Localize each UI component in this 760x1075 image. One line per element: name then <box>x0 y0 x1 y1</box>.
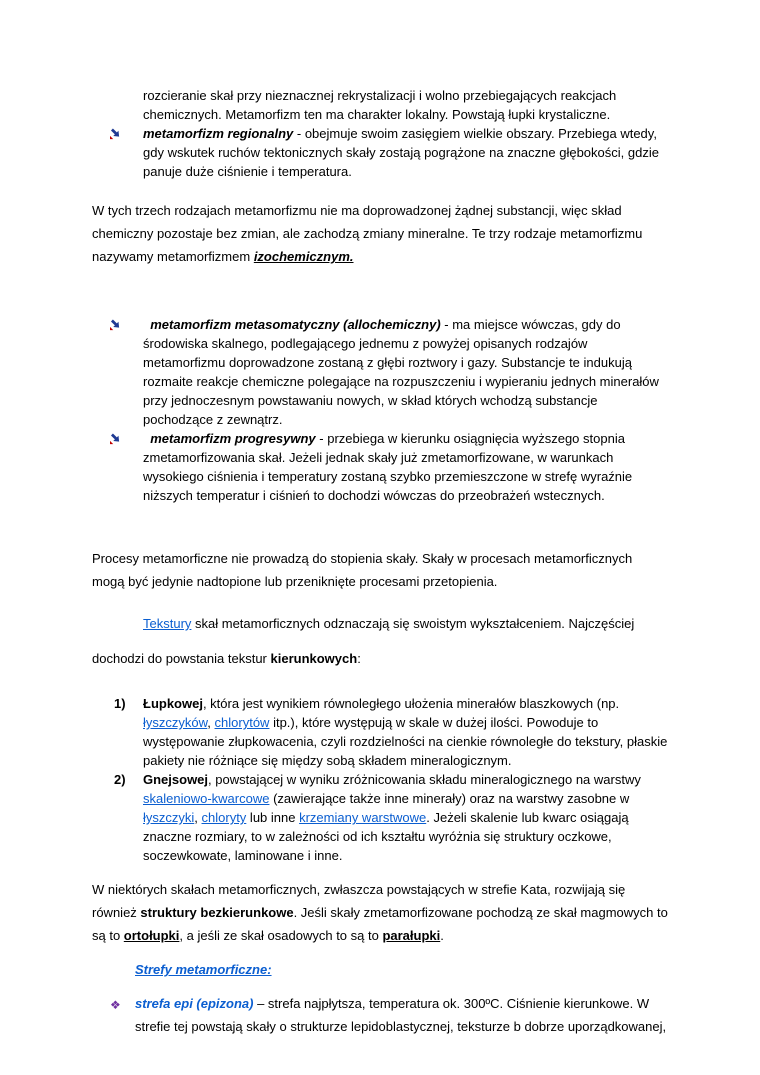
text-run: , <box>194 810 202 825</box>
bullet-metamorfizm-metasomatyczny <box>92 315 668 429</box>
text-run: – strefa najpłytsza, temperatura ok. 300ºC. Ciśnienie kierunkowe. W strefie tej powstają skały o strukturze lepidoblastycznej, teksturze b dobrze uporządkowanej, <box>135 996 667 1034</box>
text-run: (zawierające także inne minerały) oraz na warstwy zasobne w <box>269 791 630 806</box>
text-run: Gnejsowej <box>143 772 209 787</box>
text-run: . Jeśli skały zmetamorfizowane pochodzą ze skał magmowych to są to <box>92 905 668 943</box>
hyperlink[interactable]: krzemiany warstwowe <box>299 810 427 825</box>
paragraph-struktury-bezkierunkowe <box>92 878 668 947</box>
bullet-strefa-epi <box>92 992 668 1038</box>
heading-strefy-metamorficzne <box>92 960 668 979</box>
bullet-metamorfizm-progresywny <box>92 429 668 505</box>
text-run: Łupkowej <box>143 696 203 711</box>
text-run: - ma miejsce wówczas, gdy do środowiska skalnego, podlegającego jednemu z powyżej opisanych rodzajów metamorfizmu doprowadzone zostaną z głębi roztwory i gazy. Substancje te indukują rozmaite reakcje chemiczne polegające na rozpuszczeniu i wypieraniu jednych minerałów przy jednoczesnym powstawaniu nowych, w skład których wchodzą substancje pochodzące z zewnątrz. <box>143 317 659 427</box>
text-run: skał metamorficznych odznaczają się swoistym wykształceniem. Najczęściej dochodzi do powstania tekstur <box>92 616 635 666</box>
paragraph-procesy <box>92 547 668 593</box>
text-run: - obejmuje swoim zasięgiem wielkie obszary. Przebiega wtedy, gdy wskutek ruchów tektonicznych skały zostają pogrążone na znaczne głębokości, gdzie panuje duże ciśnienie i temperatura. <box>143 126 659 179</box>
hyperlink[interactable]: skaleniowo-kwarcowe <box>143 791 270 806</box>
text-run: itp.), które występują w skale w dużej ilości. Powoduje to występowanie złupkowacenia, czyli rozdzielności na cienkie równoległe do tekstury, płaskie pakiety nie różniące się między sobą składem mineralogicznym. <box>143 715 668 768</box>
text-run: rozcieranie skał przy nieznacznej rekrystalizacji i wolno przebiegających reakcjach chemicznych. Metamorfizm ten ma charakter lokalny. Powstają łupki krystaliczne. <box>143 88 617 122</box>
paragraph-tekstury <box>92 606 668 676</box>
hyperlink[interactable]: Tekstury <box>143 616 192 631</box>
list-number: 1) <box>114 696 126 711</box>
hyperlink[interactable]: łyszczyki <box>143 810 195 825</box>
hyperlink[interactable]: łyszczyków <box>143 715 208 730</box>
text-run: Procesy metamorficzne nie prowadzą do stopienia skały. Skały w procesach metamorficznych mogą być jedynie nadtopione lub przeniknięte procesami przetopienia. <box>92 551 633 589</box>
paragraph-izochemiczny <box>92 199 668 268</box>
arrow-bullet-icon <box>110 319 122 331</box>
text-run: izochemicznym. <box>253 249 354 264</box>
text-run: metamorfizm metasomatyczny (allochemiczny) <box>143 317 441 332</box>
text-run: W tych trzech rodzajach metamorfizmu nie ma doprowadzonej żądnej substancji, więc skład chemiczny pozostaje bez zmian, ale zachodzą zmiany mineralne. Te trzy rodzaje metamorfizmu nazywamy metamorfizmem <box>92 203 643 264</box>
text-run: , powstającej w wyniku zróżnicowania składu mineralogicznego na warstwy <box>208 772 641 787</box>
text-run: parałupki <box>382 928 441 943</box>
text-run: strefa epi (epizona) <box>135 996 254 1011</box>
list-number: 2) <box>114 772 126 787</box>
arrow-bullet-icon <box>110 128 122 140</box>
text-run: - przebiega w kierunku osiągnięcia wyższego stopnia zmetamorfizowania skał. Jeżeli jednak skały już zmetamorfizowane, w warunkach wysokiego ciśnienia i temperatury zostaną szybko przemieszczone w strefę wyraźnie niższych temperatur i ciśnień to dochodzi wówczas do przeobrażeń wstecznych. <box>143 431 633 503</box>
text-run: . <box>440 928 444 943</box>
arrow-bullet-icon <box>110 433 122 445</box>
list-item-lupkowa <box>92 694 668 770</box>
text-run: . Jeżeli skalenie lub kwarc osiągają znaczne rozmiary, to w zależności od ich kształtu wyróżnia się struktury oczkowe, soczewkowate, laminowane i inne. <box>143 810 629 863</box>
diamond-bullet-icon: ❖ <box>110 998 121 1012</box>
hyperlink[interactable]: chloryty <box>201 810 247 825</box>
text-run: kierunkowych <box>270 651 358 666</box>
text-run: ortołupki <box>123 928 180 943</box>
text-run: metamorfizm regionalny <box>143 126 294 141</box>
text-run: , która jest wynikiem równoległego ułożenia minerałów blaszkowych (np. <box>202 696 620 711</box>
text-run: W niektórych skałach metamorficznych, zwłaszcza powstających w strefie Kata, rozwijają się również <box>92 882 626 920</box>
text-run: lub inne <box>246 810 300 825</box>
text-run: : <box>357 651 361 666</box>
hyperlink[interactable]: Strefy metamorficzne: <box>135 962 272 977</box>
hyperlink[interactable]: chlorytów <box>214 715 270 730</box>
bullet-metamorfizm-regionalny <box>92 124 668 181</box>
document-body <box>92 86 668 1038</box>
text-run: , <box>207 715 215 730</box>
text-run: struktury bezkierunkowe <box>140 905 294 920</box>
text-run: , a jeśli ze skał osadowych to są to <box>179 928 383 943</box>
paragraph-continuation <box>92 86 668 124</box>
list-item-gnejsowa <box>92 770 668 865</box>
text-run: metamorfizm progresywny <box>143 431 316 446</box>
